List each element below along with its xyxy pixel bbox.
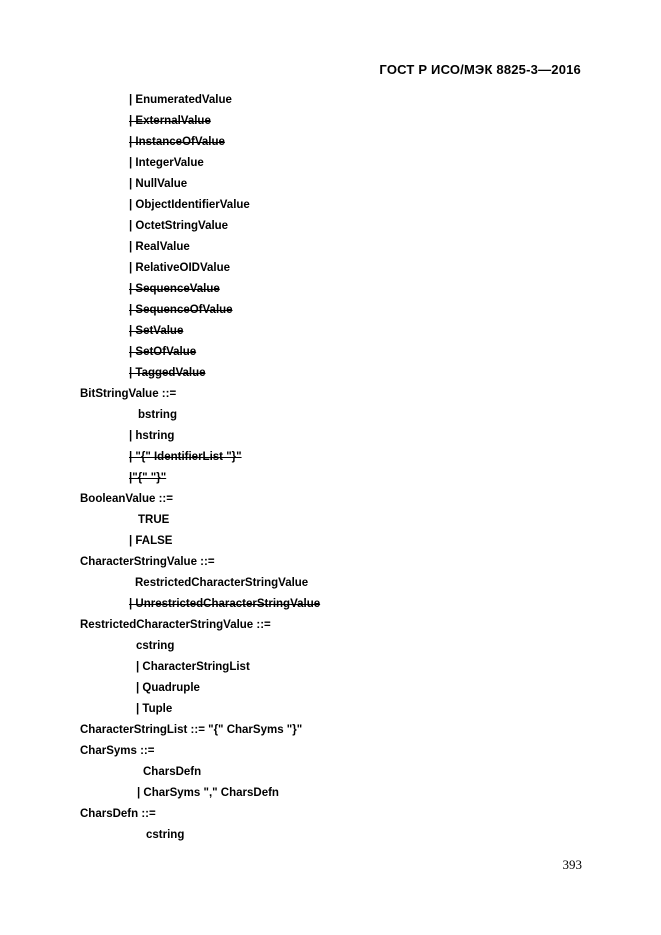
grammar-line-removed <box>129 302 233 323</box>
grammar-line-text: CharacterStringValue ::= <box>80 556 215 568</box>
grammar-line-removed <box>129 365 206 386</box>
grammar-line <box>146 827 184 848</box>
grammar-line <box>80 554 215 575</box>
grammar-line-text: | RealValue <box>129 241 190 253</box>
grammar-line-text: | CharSyms "," CharsDefn <box>137 787 279 799</box>
grammar-line-text: | ExternalValue <box>129 115 211 127</box>
grammar-line-text: RestrictedCharacterStringValue ::= <box>80 619 271 631</box>
grammar-line-text: | SequenceOfValue <box>129 304 233 316</box>
grammar-line-removed <box>129 596 320 617</box>
grammar-line-text: RestrictedCharacterStringValue <box>135 577 309 589</box>
grammar-line-text: | UnrestrictedCharacterStringValue <box>129 598 321 610</box>
grammar-line-text: | Tuple <box>136 703 173 715</box>
grammar-line-text: | InstanceOfValue <box>129 136 225 148</box>
grammar-line-text: cstring <box>146 829 185 841</box>
grammar-line-text: bstring <box>138 409 177 421</box>
grammar-line <box>137 785 279 806</box>
grammar-line <box>129 92 232 113</box>
grammar-line <box>136 659 250 680</box>
grammar-line <box>129 239 190 260</box>
grammar-line <box>80 617 271 638</box>
grammar-line <box>129 533 172 554</box>
grammar-line-text: cstring <box>136 640 175 652</box>
grammar-line-text: | "{" IdentifierList "}" <box>129 451 242 463</box>
grammar-line-text: CharacterStringList ::= "{" CharSyms "}" <box>80 724 303 736</box>
grammar-line <box>129 218 228 239</box>
grammar-line-text: | OctetStringValue <box>129 220 229 232</box>
grammar-line-text: | RelativeOIDValue <box>129 262 231 274</box>
grammar-line <box>136 638 174 659</box>
grammar-line-text: CharSyms ::= <box>80 745 155 757</box>
grammar-line <box>80 743 154 764</box>
grammar-line-removed <box>129 344 196 365</box>
grammar-line <box>138 407 177 428</box>
grammar-line-text: | SetOfValue <box>129 346 197 358</box>
grammar-line-text: | IntegerValue <box>129 157 204 169</box>
grammar-line <box>129 428 174 449</box>
grammar-line-removed <box>129 113 211 134</box>
grammar-line <box>129 197 250 218</box>
grammar-line <box>80 386 176 407</box>
grammar-line-text: | Quadruple <box>136 682 200 694</box>
grammar-line <box>80 806 156 827</box>
grammar-line <box>136 701 172 722</box>
grammar-line-text: CharsDefn ::= <box>80 808 156 820</box>
grammar-line-removed <box>129 134 225 155</box>
grammar-line-text: BitStringValue ::= <box>80 388 177 400</box>
grammar-line-removed <box>129 323 183 344</box>
grammar-line-removed <box>129 281 220 302</box>
grammar-line-text: BooleanValue ::= <box>80 493 173 505</box>
grammar-line <box>129 155 204 176</box>
grammar-line <box>80 491 173 512</box>
grammar-line-text: | FALSE <box>129 535 173 547</box>
grammar-line <box>143 764 201 785</box>
grammar-line <box>80 722 302 743</box>
grammar-line <box>135 575 308 596</box>
grammar-line-text: | EnumeratedValue <box>129 94 232 106</box>
grammar-line-text: | NullValue <box>129 178 188 190</box>
grammar-line-text: | TaggedValue <box>129 367 206 379</box>
page-number: 393 <box>562 857 582 872</box>
grammar-line-removed <box>129 470 166 491</box>
grammar-line <box>129 260 230 281</box>
grammar-line-text: | ObjectIdentifierValue <box>129 199 250 211</box>
grammar-line-text: | CharacterStringList <box>136 661 250 673</box>
grammar-line-text: CharsDefn <box>143 766 202 778</box>
grammar-line-text: |"{" "}" <box>129 472 167 484</box>
grammar-line-text: | hstring <box>129 430 175 442</box>
grammar-line <box>138 512 169 533</box>
grammar-line-removed <box>129 449 242 470</box>
grammar-line-text: | SequenceValue <box>129 283 220 295</box>
document-header: ГОСТ Р ИСО/МЭК 8825-3—2016 <box>379 62 581 77</box>
grammar-line-text: | SetValue <box>129 325 184 337</box>
grammar-line-text: TRUE <box>138 514 170 526</box>
grammar-line <box>136 680 200 701</box>
grammar-line <box>129 176 187 197</box>
